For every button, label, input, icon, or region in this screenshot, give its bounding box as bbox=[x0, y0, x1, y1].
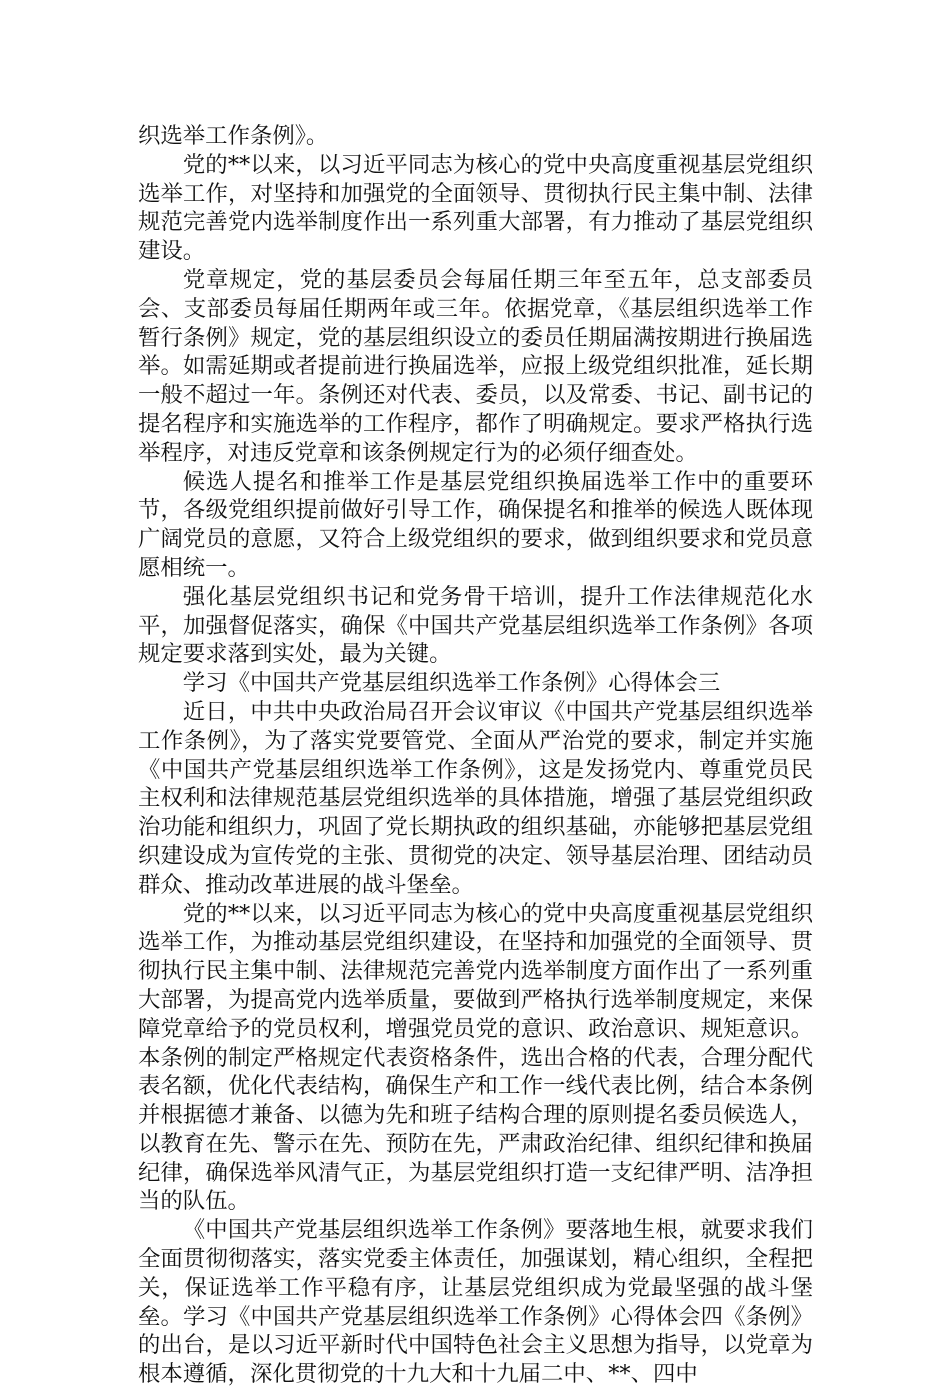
paragraph: 强化基层党组织书记和党务骨干培训，提升工作法律规范化水平，加强督促落实，确保《中国共产党基层组织选举工作条例》各项规定要求落到实处，最为关键。 bbox=[138, 583, 813, 668]
paragraph: 近日，中共中央政治局召开会议审议《中国共产党基层组织选举工作条例》，为了落实党要管党、全面从严治党的要求，制定并实施《中国共产党基层组织选举工作条例》，这是发扬党内、尊重党员民主权利和法律规范基层党组织选举的具体措施，增强了基层党组织政治功能和组织力，巩固了党长期执政的组织基础，亦能够把基层党组织建设成为宣传党的主张、贯彻党的决定、领导基层治理、团结动员群众、推动改革进展的战斗堡垒。 bbox=[138, 698, 813, 898]
paragraph: 党章规定，党的基层委员会每届任期三年至五年，总支部委员会、支部委员每届任期两年或三年。依据党章，《基层组织选举工作暂行条例》规定，党的基层组织设立的委员任期届满按期进行换届选举。如需延期或者提前进行换届选举，应报上级党组织批准，延长期一般不超过一年。条例还对代表、委员，以及常委、书记、副书记的提名程序和实施选举的工作程序，都作了明确规定。要求严格执行选举程序，对违反党章和该条例规定行为的必须仔细查处。 bbox=[138, 266, 813, 466]
section-heading: 学习《中国共产党基层组织选举工作条例》心得体会三 bbox=[182, 670, 721, 697]
paragraph: 候选人提名和推举工作是基层党组织换届选举工作中的重要环节，各级党组织提前做好引导工作，确保提名和推举的候选人既体现广阔党员的意愿，又符合上级党组织的要求，做到组织要求和党员意愿相统一。 bbox=[138, 468, 813, 581]
paragraph: 党的**以来，以习近平同志为核心的党中央高度重视基层党组织选举工作，对坚持和加强党的全面领导、贯彻执行民主集中制、法律规范完善党内选举制度作出一系列重大部署，有力推动了基层党组织建设。 bbox=[138, 151, 813, 265]
paragraph: 党的**以来，以习近平同志为核心的党中央高度重视基层党组织选举工作，为推动基层党组织建设，在坚持和加强党的全面领导、贯彻执行民主集中制、法律规范完善党内选举制度方面作出了一系列重大部署，为提高党内选举质量，要做到严格执行选举制度规定，来保障党章给予的党员权利，增强党员党的意识、政治意识、规矩意识。本条例的制定严格规定代表资格条件，选出合格的代表，合理分配代表名额，优化代表结构，确保生产和工作一线代表比例，结合本条例并根据德才兼备、以德为先和班子结构合理的原则提名委员候选人，以教育在先、警示在先、预防在先，严肃政治纪律、组织纪律和换届纪律，确保选举风清气正，为基层党组织打造一支纪律严明、洁净担当的队伍。 bbox=[138, 900, 813, 1215]
paragraph: 织选举工作条例》。 bbox=[138, 123, 329, 149]
document-body bbox=[138, 122, 813, 1389]
paragraph: 《中国共产党基层组织选举工作条例》要落地生根，就要求我们全面贯彻彻落实，落实党委主体责任，加强谋划，精心组织，全程把关，保证选举工作平稳有序，让基层党组织成为党最坚强的战斗堡垒。学习《中国共产党基层组织选举工作条例》心得体会四《条例》的出台，是以习近平新时代中国特色社会主义思想为指导，以党章为根本遵循，深化贯彻党的十九大和十九届二中、**、四中 bbox=[138, 1217, 813, 1388]
